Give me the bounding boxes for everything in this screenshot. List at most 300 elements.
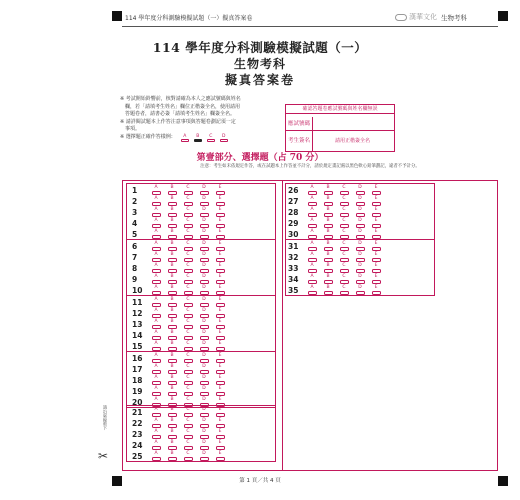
answer-option[interactable] xyxy=(164,430,180,439)
answer-option[interactable] xyxy=(180,452,196,461)
answer-bubble[interactable] xyxy=(168,392,177,396)
answer-bubble[interactable] xyxy=(324,291,333,295)
answer-bubble[interactable] xyxy=(340,269,349,273)
answer-option[interactable] xyxy=(212,197,228,206)
answer-bubble[interactable] xyxy=(372,224,381,228)
answer-bubble[interactable] xyxy=(184,202,193,206)
answer-option[interactable] xyxy=(212,387,228,396)
answer-option[interactable] xyxy=(368,242,384,251)
answer-option[interactable] xyxy=(180,342,196,351)
answer-bubble[interactable] xyxy=(168,224,177,228)
answer-bubble[interactable] xyxy=(372,191,381,195)
answer-option[interactable] xyxy=(164,219,180,228)
answer-option[interactable] xyxy=(196,253,212,262)
answer-bubble[interactable] xyxy=(168,269,177,273)
answer-option[interactable] xyxy=(196,365,212,374)
answer-bubble[interactable] xyxy=(184,258,193,262)
answer-option[interactable] xyxy=(336,275,352,284)
answer-bubble[interactable] xyxy=(152,247,161,251)
answer-bubble[interactable] xyxy=(184,446,193,450)
answer-bubble[interactable] xyxy=(372,202,381,206)
answer-bubble[interactable] xyxy=(168,336,177,340)
answer-bubble[interactable] xyxy=(216,392,225,396)
answer-option[interactable] xyxy=(164,331,180,340)
answer-option[interactable] xyxy=(180,186,196,195)
answer-bubble[interactable] xyxy=(168,247,177,251)
answer-option[interactable] xyxy=(180,275,196,284)
answer-bubble[interactable] xyxy=(184,359,193,363)
answer-bubble[interactable] xyxy=(168,435,177,439)
answer-option[interactable] xyxy=(304,197,320,206)
answer-bubble[interactable] xyxy=(200,213,209,217)
answer-option[interactable] xyxy=(196,441,212,450)
answer-option[interactable] xyxy=(320,208,336,217)
answer-option[interactable] xyxy=(304,264,320,273)
answer-bubble[interactable] xyxy=(324,224,333,228)
answer-option[interactable] xyxy=(196,186,212,195)
answer-bubble[interactable] xyxy=(152,202,161,206)
answer-option[interactable] xyxy=(352,186,368,195)
answer-bubble[interactable] xyxy=(200,314,209,318)
answer-option[interactable] xyxy=(148,197,164,206)
answer-bubble[interactable] xyxy=(200,202,209,206)
answer-bubble[interactable] xyxy=(340,280,349,284)
answer-bubble[interactable] xyxy=(308,213,317,217)
answer-bubble[interactable] xyxy=(216,213,225,217)
answer-option[interactable] xyxy=(212,430,228,439)
answer-bubble[interactable] xyxy=(168,202,177,206)
answer-bubble[interactable] xyxy=(372,247,381,251)
answer-option[interactable] xyxy=(148,242,164,251)
answer-option[interactable] xyxy=(148,253,164,262)
answer-bubble[interactable] xyxy=(308,280,317,284)
answer-bubble[interactable] xyxy=(356,202,365,206)
answer-bubble[interactable] xyxy=(152,303,161,307)
answer-option[interactable] xyxy=(368,186,384,195)
answer-bubble[interactable] xyxy=(324,258,333,262)
answer-option[interactable] xyxy=(180,419,196,428)
answer-option[interactable] xyxy=(148,264,164,273)
answer-option[interactable] xyxy=(320,242,336,251)
answer-bubble[interactable] xyxy=(200,224,209,228)
answer-bubble[interactable] xyxy=(200,446,209,450)
answer-bubble[interactable] xyxy=(152,457,161,461)
answer-option[interactable] xyxy=(212,331,228,340)
answer-option[interactable] xyxy=(336,219,352,228)
answer-option[interactable] xyxy=(148,342,164,351)
answer-bubble[interactable] xyxy=(152,336,161,340)
answer-option[interactable] xyxy=(352,264,368,273)
answer-option[interactable] xyxy=(212,320,228,329)
answer-option[interactable] xyxy=(196,309,212,318)
answer-bubble[interactable] xyxy=(324,269,333,273)
answer-option[interactable] xyxy=(196,354,212,363)
answer-bubble[interactable] xyxy=(200,435,209,439)
answer-option[interactable] xyxy=(320,186,336,195)
answer-option[interactable] xyxy=(212,242,228,251)
answer-bubble[interactable] xyxy=(324,247,333,251)
answer-option[interactable] xyxy=(164,253,180,262)
answer-option[interactable] xyxy=(304,208,320,217)
answer-option[interactable] xyxy=(212,208,228,217)
answer-bubble[interactable] xyxy=(184,370,193,374)
answer-option[interactable] xyxy=(148,186,164,195)
answer-bubble[interactable] xyxy=(324,280,333,284)
answer-option[interactable] xyxy=(336,186,352,195)
answer-bubble[interactable] xyxy=(340,191,349,195)
answer-option[interactable] xyxy=(196,275,212,284)
answer-bubble[interactable] xyxy=(216,413,225,417)
answer-bubble[interactable] xyxy=(356,258,365,262)
answer-option[interactable] xyxy=(196,376,212,385)
answer-option[interactable] xyxy=(180,387,196,396)
answer-bubble[interactable] xyxy=(152,280,161,284)
answer-option[interactable] xyxy=(212,219,228,228)
answer-option[interactable] xyxy=(180,309,196,318)
answer-option[interactable] xyxy=(352,275,368,284)
answer-bubble[interactable] xyxy=(216,336,225,340)
answer-bubble[interactable] xyxy=(168,303,177,307)
answer-bubble[interactable] xyxy=(168,370,177,374)
answer-option[interactable] xyxy=(212,309,228,318)
answer-bubble[interactable] xyxy=(184,224,193,228)
answer-bubble[interactable] xyxy=(308,291,317,295)
answer-option[interactable] xyxy=(148,354,164,363)
answer-bubble[interactable] xyxy=(168,457,177,461)
answer-bubble[interactable] xyxy=(216,280,225,284)
answer-option[interactable] xyxy=(212,286,228,295)
answer-bubble[interactable] xyxy=(184,314,193,318)
answer-option[interactable] xyxy=(196,230,212,239)
answer-option[interactable] xyxy=(320,219,336,228)
answer-bubble[interactable] xyxy=(184,381,193,385)
answer-bubble[interactable] xyxy=(184,457,193,461)
answer-option[interactable] xyxy=(148,275,164,284)
answer-bubble[interactable] xyxy=(184,213,193,217)
answer-option[interactable] xyxy=(164,408,180,417)
answer-bubble[interactable] xyxy=(340,291,349,295)
answer-option[interactable] xyxy=(196,219,212,228)
answer-bubble[interactable] xyxy=(152,213,161,217)
answer-option[interactable] xyxy=(196,342,212,351)
answer-option[interactable] xyxy=(352,286,368,295)
answer-option[interactable] xyxy=(180,441,196,450)
answer-option[interactable] xyxy=(164,242,180,251)
answer-bubble[interactable] xyxy=(200,336,209,340)
answer-option[interactable] xyxy=(304,286,320,295)
answer-option[interactable] xyxy=(148,408,164,417)
answer-option[interactable] xyxy=(148,419,164,428)
answer-bubble[interactable] xyxy=(152,191,161,195)
answer-bubble[interactable] xyxy=(340,202,349,206)
answer-option[interactable] xyxy=(180,354,196,363)
answer-bubble[interactable] xyxy=(152,381,161,385)
answer-option[interactable] xyxy=(180,286,196,295)
answer-option[interactable] xyxy=(148,320,164,329)
answer-bubble[interactable] xyxy=(152,258,161,262)
answer-option[interactable] xyxy=(336,242,352,251)
answer-bubble[interactable] xyxy=(216,325,225,329)
answer-option[interactable] xyxy=(164,419,180,428)
answer-bubble[interactable] xyxy=(168,325,177,329)
answer-option[interactable] xyxy=(196,430,212,439)
answer-bubble[interactable] xyxy=(152,424,161,428)
answer-option[interactable] xyxy=(164,286,180,295)
answer-option[interactable] xyxy=(196,242,212,251)
answer-bubble[interactable] xyxy=(340,247,349,251)
answer-option[interactable] xyxy=(304,230,320,239)
answer-bubble[interactable] xyxy=(184,424,193,428)
answer-bubble[interactable] xyxy=(152,325,161,329)
answer-bubble[interactable] xyxy=(184,392,193,396)
answer-option[interactable] xyxy=(148,376,164,385)
answer-option[interactable] xyxy=(320,253,336,262)
answer-option[interactable] xyxy=(352,219,368,228)
answer-option[interactable] xyxy=(148,387,164,396)
answer-bubble[interactable] xyxy=(152,446,161,450)
answer-bubble[interactable] xyxy=(168,280,177,284)
answer-option[interactable] xyxy=(180,376,196,385)
answer-option[interactable] xyxy=(336,253,352,262)
answer-option[interactable] xyxy=(196,452,212,461)
answer-option[interactable] xyxy=(368,208,384,217)
answer-bubble[interactable] xyxy=(152,359,161,363)
answer-option[interactable] xyxy=(180,230,196,239)
answer-bubble[interactable] xyxy=(308,269,317,273)
answer-bubble[interactable] xyxy=(200,247,209,251)
answer-option[interactable] xyxy=(320,197,336,206)
answer-option[interactable] xyxy=(164,186,180,195)
exam-number-field[interactable] xyxy=(285,117,395,131)
answer-option[interactable] xyxy=(336,230,352,239)
answer-bubble[interactable] xyxy=(152,413,161,417)
answer-option[interactable] xyxy=(148,286,164,295)
answer-bubble[interactable] xyxy=(308,202,317,206)
answer-bubble[interactable] xyxy=(184,280,193,284)
answer-option[interactable] xyxy=(212,441,228,450)
answer-bubble[interactable] xyxy=(184,413,193,417)
answer-bubble[interactable] xyxy=(340,258,349,262)
answer-option[interactable] xyxy=(164,441,180,450)
answer-bubble[interactable] xyxy=(200,258,209,262)
answer-option[interactable] xyxy=(304,186,320,195)
answer-bubble[interactable] xyxy=(168,413,177,417)
answer-bubble[interactable] xyxy=(372,280,381,284)
answer-bubble[interactable] xyxy=(216,370,225,374)
answer-option[interactable] xyxy=(368,264,384,273)
answer-option[interactable] xyxy=(212,419,228,428)
answer-bubble[interactable] xyxy=(356,269,365,273)
answer-bubble[interactable] xyxy=(200,413,209,417)
answer-bubble[interactable] xyxy=(168,424,177,428)
answer-option[interactable] xyxy=(164,376,180,385)
answer-bubble[interactable] xyxy=(372,213,381,217)
answer-bubble[interactable] xyxy=(356,191,365,195)
answer-bubble[interactable] xyxy=(152,314,161,318)
answer-option[interactable] xyxy=(196,197,212,206)
answer-option[interactable] xyxy=(368,253,384,262)
answer-bubble[interactable] xyxy=(200,370,209,374)
answer-bubble[interactable] xyxy=(216,269,225,273)
signature-field[interactable] xyxy=(285,131,395,152)
answer-bubble[interactable] xyxy=(168,314,177,318)
answer-option[interactable] xyxy=(164,320,180,329)
answer-bubble[interactable] xyxy=(152,435,161,439)
answer-bubble[interactable] xyxy=(372,269,381,273)
answer-option[interactable] xyxy=(352,208,368,217)
answer-option[interactable] xyxy=(320,275,336,284)
answer-option[interactable] xyxy=(164,354,180,363)
answer-option[interactable] xyxy=(196,320,212,329)
answer-bubble[interactable] xyxy=(308,191,317,195)
answer-bubble[interactable] xyxy=(340,213,349,217)
answer-option[interactable] xyxy=(212,452,228,461)
answer-option[interactable] xyxy=(164,208,180,217)
answer-option[interactable] xyxy=(196,419,212,428)
answer-bubble[interactable] xyxy=(356,291,365,295)
answer-option[interactable] xyxy=(148,331,164,340)
answer-option[interactable] xyxy=(352,197,368,206)
answer-option[interactable] xyxy=(352,242,368,251)
answer-bubble[interactable] xyxy=(152,392,161,396)
answer-option[interactable] xyxy=(180,365,196,374)
answer-option[interactable] xyxy=(212,365,228,374)
answer-bubble[interactable] xyxy=(168,258,177,262)
answer-option[interactable] xyxy=(180,253,196,262)
answer-option[interactable] xyxy=(180,320,196,329)
answer-option[interactable] xyxy=(180,219,196,228)
answer-option[interactable] xyxy=(196,298,212,307)
answer-bubble[interactable] xyxy=(216,303,225,307)
answer-option[interactable] xyxy=(336,197,352,206)
answer-option[interactable] xyxy=(148,219,164,228)
answer-option[interactable] xyxy=(212,275,228,284)
answer-bubble[interactable] xyxy=(372,291,381,295)
answer-option[interactable] xyxy=(368,219,384,228)
answer-option[interactable] xyxy=(196,286,212,295)
answer-bubble[interactable] xyxy=(216,314,225,318)
answer-bubble[interactable] xyxy=(356,280,365,284)
answer-option[interactable] xyxy=(304,219,320,228)
answer-bubble[interactable] xyxy=(184,325,193,329)
answer-bubble[interactable] xyxy=(168,191,177,195)
answer-option[interactable] xyxy=(164,197,180,206)
answer-option[interactable] xyxy=(196,408,212,417)
answer-bubble[interactable] xyxy=(216,457,225,461)
answer-bubble[interactable] xyxy=(216,381,225,385)
answer-option[interactable] xyxy=(212,264,228,273)
answer-option[interactable] xyxy=(180,331,196,340)
answer-option[interactable] xyxy=(164,298,180,307)
answer-option[interactable] xyxy=(304,275,320,284)
answer-bubble[interactable] xyxy=(216,435,225,439)
answer-option[interactable] xyxy=(352,253,368,262)
answer-option[interactable] xyxy=(164,342,180,351)
answer-option[interactable] xyxy=(180,264,196,273)
answer-bubble[interactable] xyxy=(200,457,209,461)
answer-option[interactable] xyxy=(196,387,212,396)
answer-option[interactable] xyxy=(148,208,164,217)
answer-option[interactable] xyxy=(320,264,336,273)
answer-bubble[interactable] xyxy=(372,258,381,262)
answer-bubble[interactable] xyxy=(200,392,209,396)
answer-bubble[interactable] xyxy=(216,202,225,206)
answer-bubble[interactable] xyxy=(152,370,161,374)
answer-option[interactable] xyxy=(148,365,164,374)
answer-bubble[interactable] xyxy=(184,191,193,195)
answer-bubble[interactable] xyxy=(168,381,177,385)
answer-option[interactable] xyxy=(368,197,384,206)
answer-bubble[interactable] xyxy=(216,258,225,262)
answer-option[interactable] xyxy=(304,242,320,251)
answer-option[interactable] xyxy=(368,275,384,284)
answer-option[interactable] xyxy=(164,230,180,239)
answer-bubble[interactable] xyxy=(200,269,209,273)
answer-bubble[interactable] xyxy=(184,269,193,273)
answer-option[interactable] xyxy=(148,452,164,461)
answer-option[interactable] xyxy=(164,452,180,461)
answer-option[interactable] xyxy=(180,298,196,307)
answer-bubble[interactable] xyxy=(216,446,225,450)
answer-option[interactable] xyxy=(336,286,352,295)
answer-option[interactable] xyxy=(212,342,228,351)
answer-option[interactable] xyxy=(368,286,384,295)
answer-option[interactable] xyxy=(164,365,180,374)
answer-bubble[interactable] xyxy=(324,213,333,217)
answer-option[interactable] xyxy=(212,298,228,307)
answer-bubble[interactable] xyxy=(216,359,225,363)
answer-option[interactable] xyxy=(180,197,196,206)
answer-bubble[interactable] xyxy=(200,359,209,363)
answer-option[interactable] xyxy=(164,309,180,318)
answer-bubble[interactable] xyxy=(356,213,365,217)
answer-bubble[interactable] xyxy=(168,446,177,450)
answer-bubble[interactable] xyxy=(216,224,225,228)
answer-option[interactable] xyxy=(320,230,336,239)
answer-option[interactable] xyxy=(212,354,228,363)
answer-option[interactable] xyxy=(336,208,352,217)
answer-bubble[interactable] xyxy=(184,336,193,340)
answer-option[interactable] xyxy=(352,230,368,239)
answer-bubble[interactable] xyxy=(340,224,349,228)
answer-option[interactable] xyxy=(212,376,228,385)
answer-bubble[interactable] xyxy=(184,303,193,307)
answer-option[interactable] xyxy=(180,408,196,417)
answer-option[interactable] xyxy=(212,408,228,417)
answer-option[interactable] xyxy=(148,430,164,439)
answer-option[interactable] xyxy=(148,230,164,239)
answer-bubble[interactable] xyxy=(356,224,365,228)
answer-option[interactable] xyxy=(180,430,196,439)
answer-bubble[interactable] xyxy=(308,258,317,262)
answer-bubble[interactable] xyxy=(216,247,225,251)
answer-option[interactable] xyxy=(320,286,336,295)
answer-bubble[interactable] xyxy=(168,213,177,217)
answer-bubble[interactable] xyxy=(184,247,193,251)
answer-option[interactable] xyxy=(164,387,180,396)
answer-bubble[interactable] xyxy=(152,269,161,273)
answer-option[interactable] xyxy=(180,242,196,251)
answer-bubble[interactable] xyxy=(200,280,209,284)
answer-bubble[interactable] xyxy=(184,435,193,439)
answer-option[interactable] xyxy=(212,186,228,195)
answer-bubble[interactable] xyxy=(200,381,209,385)
answer-option[interactable] xyxy=(180,208,196,217)
answer-option[interactable] xyxy=(196,331,212,340)
answer-bubble[interactable] xyxy=(200,424,209,428)
answer-bubble[interactable] xyxy=(200,191,209,195)
answer-option[interactable] xyxy=(196,264,212,273)
